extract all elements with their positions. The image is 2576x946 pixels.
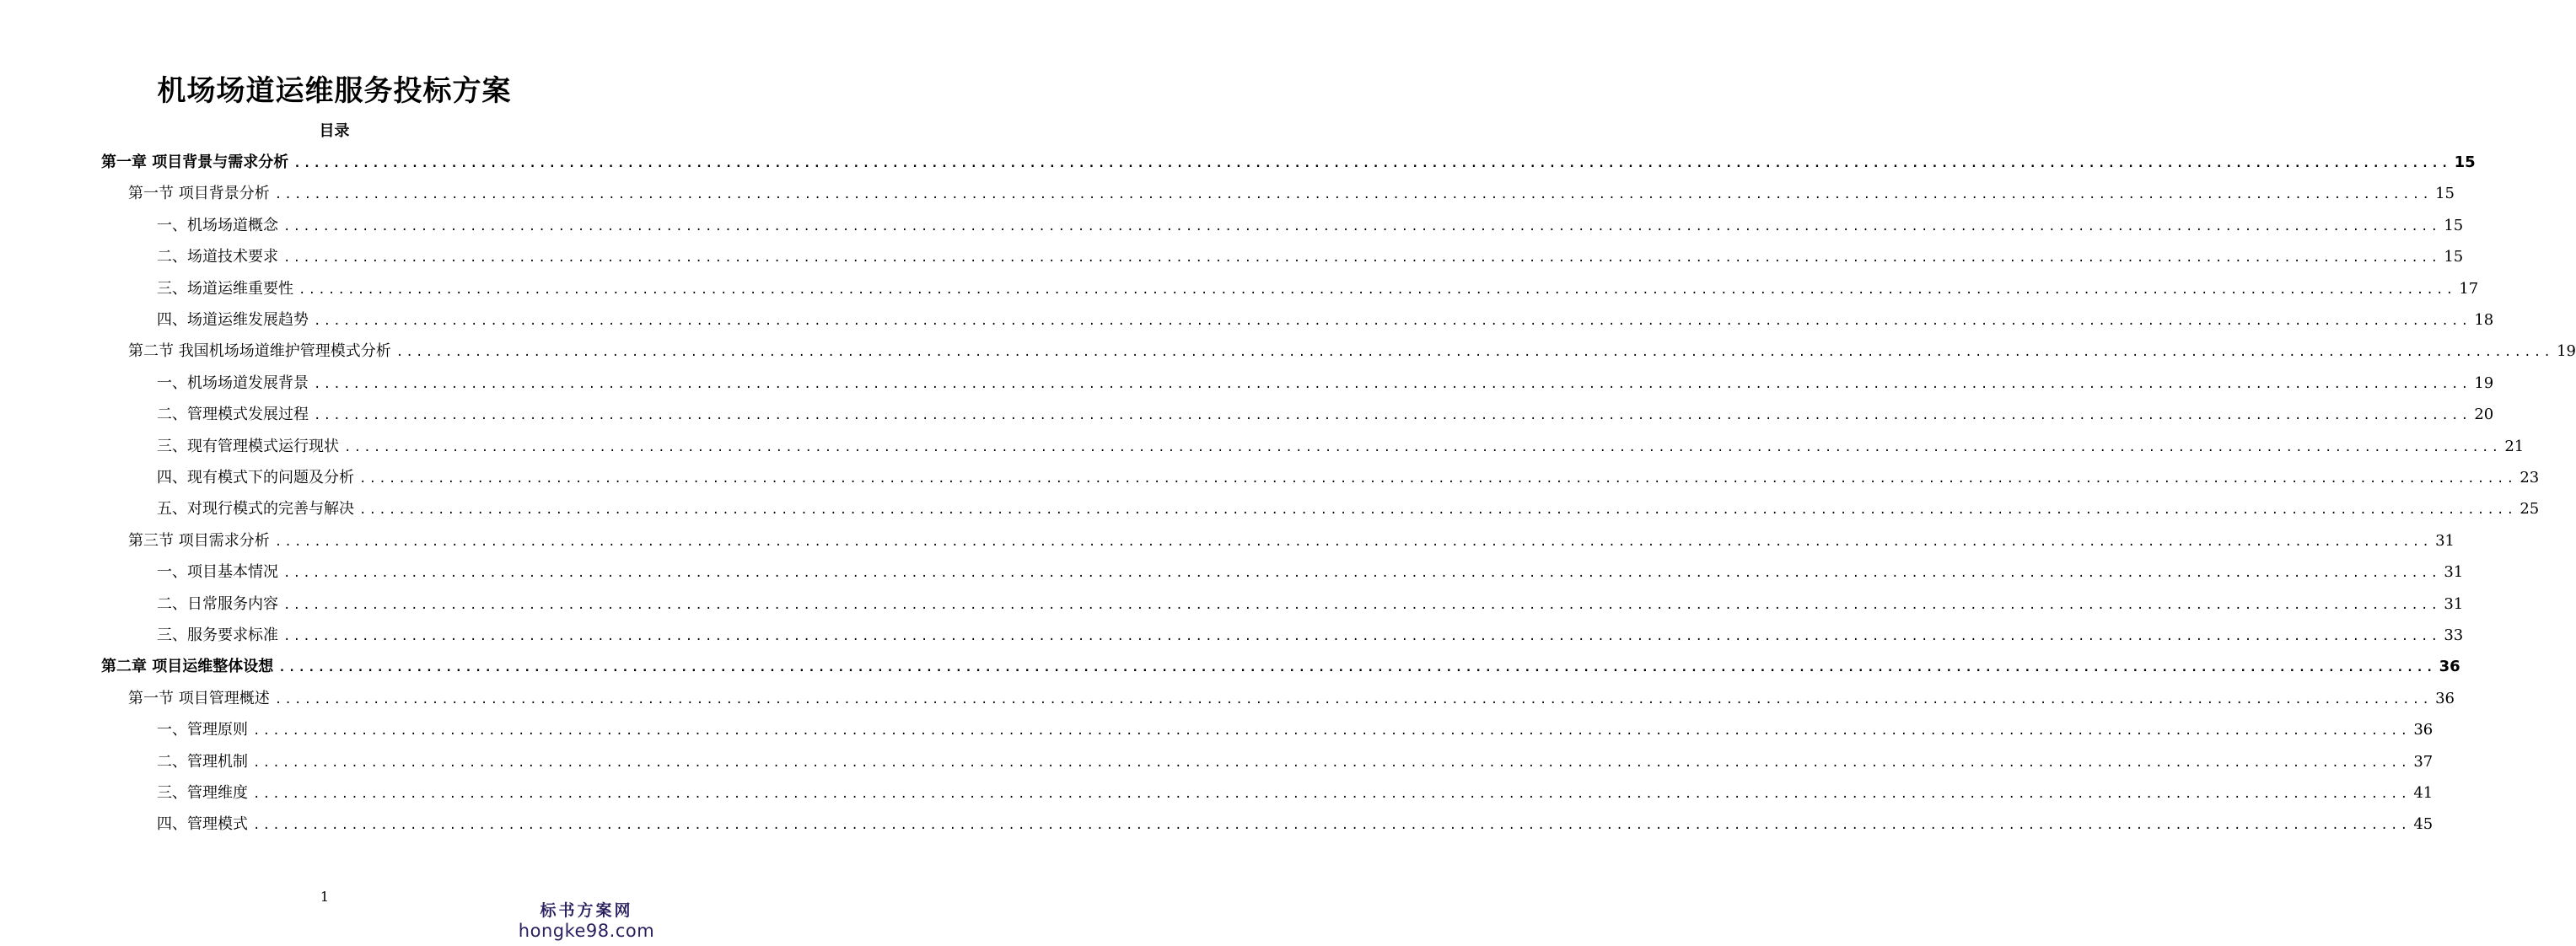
toc-subsection-entry[interactable]	[157, 625, 2464, 647]
toc-entry-title: 一、项目基本情况	[157, 563, 278, 582]
toc-subsection-entry[interactable]	[157, 373, 2494, 395]
page-number: 1	[320, 889, 330, 905]
toc-dot-leader: ............................................................................................................................................................................................................................	[314, 409, 2471, 423]
toc-dot-leader: ............................................................................................................................................................................................................................	[359, 472, 2517, 486]
toc-dot-leader: ............................................................................................................................................................................................................................	[283, 630, 2441, 643]
toc-entry-title: 第三节 项目需求分析	[128, 531, 270, 550]
toc-dot-leader: ............................................................................................................................................................................................................................	[283, 598, 2441, 612]
toc-dot-leader: ............................................................................................................................................................................................................................	[314, 377, 2471, 391]
toc-entry-page: 33	[2444, 626, 2464, 644]
toc-entry-page: 18	[2474, 311, 2494, 329]
toc-subsection-entry[interactable]	[157, 404, 2494, 426]
toc-section-entry[interactable]	[128, 530, 2455, 552]
toc-subsection-entry[interactable]	[157, 467, 2540, 489]
toc-entry-title: 第二节 我国机场场道维护管理模式分析	[128, 342, 391, 361]
toc-dot-leader: ............................................................................................................................................................................................................................	[314, 314, 2471, 328]
toc-dot-leader: ............................................................................................................................................................................................................................	[253, 724, 2411, 739]
toc-entry-title: 一、管理原则	[157, 721, 248, 739]
toc-subsection-entry[interactable]	[157, 562, 2464, 583]
toc-dot-leader: ............................................................................................................................................................................................................................	[253, 755, 2411, 770]
toc-entry-page: 20	[2474, 406, 2494, 424]
toc-entry-title: 第一节 项目管理概述	[128, 689, 270, 707]
toc-entry-title: 五、对现行模式的完善与解决	[157, 500, 354, 519]
toc-subsection-entry[interactable]	[157, 278, 2479, 300]
toc-heading: 目录	[319, 122, 350, 140]
toc-subsection-entry[interactable]	[157, 814, 2433, 836]
toc-dot-leader: ............................................................................................................................................................................................................................	[359, 503, 2517, 518]
toc-entry-title: 一、机场场道概念	[157, 216, 278, 234]
toc-entry-title: 三、服务要求标准	[157, 626, 278, 644]
document-title: 机场场道运维服务投标方案	[157, 74, 512, 108]
toc-entry-page: 36	[2413, 721, 2433, 739]
toc-entry-title: 三、管理维度	[157, 784, 248, 802]
toc-dot-leader: ............................................................................................................................................................................................................................	[298, 282, 2456, 297]
toc-entry-page: 45	[2413, 815, 2433, 834]
toc-subsection-entry[interactable]	[157, 594, 2464, 615]
toc-dot-leader: ............................................................................................................................................................................................................................	[274, 535, 2433, 549]
toc-entry-page: 31	[2444, 563, 2464, 582]
toc-entry-title: 三、场道运维重要性	[157, 279, 293, 298]
toc-dot-leader: ............................................................................................................................................................................................................................	[253, 787, 2411, 801]
toc-entry-title: 四、管理模式	[157, 815, 248, 834]
toc-dot-leader: ............................................................................................................................................................................................................................	[283, 251, 2441, 266]
site-watermark	[513, 900, 660, 941]
watermark-domain: hongke98.com	[518, 921, 655, 941]
toc-section-entry[interactable]	[128, 183, 2455, 205]
toc-entry-title: 三、现有管理模式运行现状	[157, 437, 339, 455]
toc-entry-page: 19	[2474, 374, 2494, 392]
toc-subsection-entry[interactable]	[157, 498, 2540, 520]
toc-subsection-entry[interactable]	[157, 246, 2464, 268]
toc-entry-title: 第一节 项目背景分析	[128, 185, 270, 203]
toc-entry-title: 一、机场场道发展背景	[157, 374, 309, 392]
toc-entry-title: 第一章 项目背景与需求分析	[101, 153, 289, 171]
toc-subsection-entry[interactable]	[157, 751, 2433, 773]
toc-entry-page: 15	[2454, 153, 2476, 171]
toc-entry-page: 31	[2435, 531, 2455, 550]
toc-entry-page: 23	[2520, 469, 2540, 486]
toc-entry-page: 15	[2444, 216, 2464, 234]
toc-entry-page: 21	[2504, 437, 2525, 455]
toc-subsection-entry[interactable]	[157, 309, 2494, 331]
toc-entry-page: 37	[2413, 752, 2433, 771]
toc-entry-page: 25	[2520, 500, 2540, 519]
toc-dot-leader: ............................................................................................................................................................................................................................	[283, 219, 2441, 234]
toc-entry-title: 二、管理机制	[157, 752, 248, 771]
watermark-chinese-name: 标书方案网	[540, 901, 633, 920]
toc-dot-leader: ............................................................................................................................................................................................................................	[344, 440, 2502, 454]
toc-entry-title: 四、现有模式下的问题及分析	[157, 469, 354, 486]
toc-entry-title: 第二章 项目运维整体设想	[101, 658, 274, 676]
toc-subsection-entry[interactable]	[157, 719, 2433, 741]
toc-entry-page: 15	[2444, 248, 2464, 266]
toc-dot-leader: ............................................................................................................................................................................................................................	[395, 346, 2554, 360]
toc-dot-leader: ............................................................................................................................................................................................................................	[274, 692, 2433, 707]
toc-dot-leader: ............................................................................................................................................................................................................................	[293, 157, 2451, 170]
toc-entry-page: 31	[2444, 594, 2464, 613]
toc-dot-leader: ............................................................................................................................................................................................................................	[278, 661, 2436, 675]
toc-entry-title: 二、日常服务内容	[157, 594, 278, 613]
toc-entry-page: 15	[2435, 185, 2455, 203]
toc-dot-leader: ............................................................................................................................................................................................................................	[283, 567, 2441, 581]
toc-entry-title: 四、场道运维发展趋势	[157, 311, 309, 329]
toc-entry-page: 41	[2413, 784, 2433, 802]
toc-dot-leader: ............................................................................................................................................................................................................................	[274, 188, 2433, 202]
toc-dot-leader: ............................................................................................................................................................................................................................	[253, 819, 2411, 833]
toc-entry-title: 二、场道技术要求	[157, 248, 278, 266]
toc-section-entry[interactable]	[128, 688, 2455, 710]
toc-chapter-entry[interactable]	[101, 152, 2476, 174]
toc-subsection-entry[interactable]	[157, 436, 2525, 458]
toc-entry-page: 36	[2435, 689, 2455, 707]
toc-entry-page: 36	[2439, 658, 2460, 676]
toc-entry-page: 17	[2459, 279, 2479, 298]
toc-entry-title: 二、管理模式发展过程	[157, 406, 309, 424]
toc-entry-page: 19	[2557, 342, 2576, 361]
toc-section-entry[interactable]	[128, 341, 2576, 363]
toc-subsection-entry[interactable]	[157, 782, 2433, 804]
toc-subsection-entry[interactable]	[157, 215, 2464, 237]
toc-chapter-entry[interactable]	[101, 656, 2460, 678]
